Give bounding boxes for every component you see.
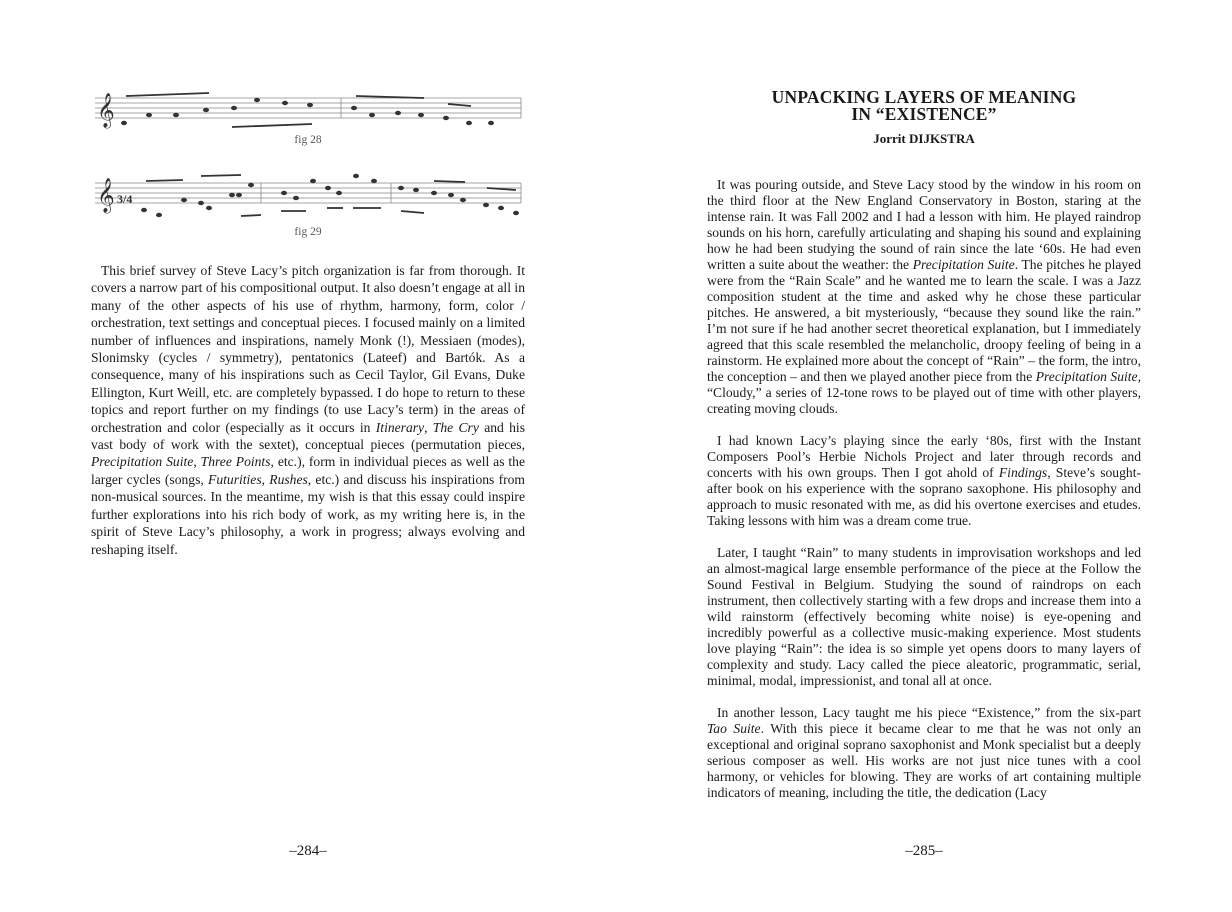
italic-title: Precipitation Suite [912, 257, 1015, 272]
chapter-title [707, 89, 1141, 123]
italic-title: Futurities [208, 471, 262, 487]
page-number: –284– [289, 843, 327, 859]
text-run: , Steve’s sought-after book on his experience with the soprano saxophone. His philosophy and approach to music resonated with me, as did his overtone exercises and etudes. Taking lessons with him was a dream come true. [707, 465, 1141, 528]
paragraph [707, 705, 1141, 801]
text-run: , [261, 471, 270, 487]
text-run: , etc.), form in individual pieces as well as the larger cycles (songs, [91, 454, 526, 487]
music-figure-29 [91, 166, 525, 226]
text-run: It was pouring outside, and Steve Lacy stood by the window in his room on the third floor at the New England Conservatory in Boston, staring at the intense rain. It was Fall 2002 and I had a lesson with him. He played raindrop sounds on his horn, carefully articulating and shaping his sound and explaining how he had been studying the sound of rain since the late ‘60s. He had even written a suite about the weather: the [707, 177, 1141, 272]
paragraph [91, 262, 525, 558]
title-line: IN “EXISTENCE” [851, 104, 997, 124]
text-run: Later, I taught “Rain” to many students in improvisation workshops and led an almost-magical large ensemble performance of the piece at the Follow the Sound Festival in Belgium. Studying the sound of raindrops on each instrument, then collectively starting with a few drops and increase them into a wild rainstorm (effectively becoming white noise) is eye-opening and incredibly powerful as a collective music-making experience. Most students love playing “Rain”: the idea is so simple yet opens doors to many layers of complexity and study. Lacy called the piece aleatoric, programmatic, serial, minimal, modal, impressionist, and tonal all at once. [707, 545, 1141, 688]
music-figure-28 [91, 88, 525, 132]
paragraph [707, 545, 1141, 689]
italic-title: The Cry [432, 419, 479, 435]
italic-title: Three Points [200, 454, 271, 470]
text-run: I had known Lacy’s playing since the early ‘80s, first with the Instant Composers Pool’s Herbie Nichols Project and later through records and concerts with his own groups. Then I got ahold of [707, 433, 1141, 480]
title-line: UNPACKING LAYERS OF MEANING [771, 87, 1077, 107]
page-number: –285– [905, 843, 943, 859]
treble-clef-icon: 𝄞 [97, 94, 115, 127]
text-run: This brief survey of Steve Lacy’s pitch organization is far from thorough. It covers a narrow part of his compositional output. It also doesn’t engage at all in many of the other aspects of his use of rhythm, harmony, form, color / orchestration, text settings and conceptual pieces. I focused mainly on a limited number of influences and inspirations, namely Monk (!), Messiaen (modes), Slonimsky (cycles / symmetry), pentatonics (Lateef) and Bartók. As a consequence, many of his inspirations such as Cecil Taylor, Gil Evans, Duke Ellington, Kurt Weill, etc. are completely bypassed. I do hope to return to these topics and report further on my findings (to use Lacy’s term) in the areas of orchestration and color (especially as it occurs in [91, 263, 525, 435]
staff-lines [95, 98, 521, 118]
notes [121, 98, 494, 125]
figure-caption: fig 29 [294, 226, 322, 238]
paragraph [707, 177, 1141, 417]
body-text [91, 262, 525, 574]
paragraph [707, 433, 1141, 529]
text-run: In another lesson, Lacy taught me his piece “Existence,” from the six-part [717, 705, 1141, 720]
italic-title: Findings [998, 465, 1048, 480]
text-run: and his vast body of work with the sextet), conceptual pieces (permutation pieces, [91, 419, 525, 453]
italic-title: Rushes [269, 471, 308, 487]
treble-clef-icon: 𝄞 [97, 179, 115, 212]
body-text [707, 177, 1141, 817]
italic-title: Tao Suite [707, 721, 761, 736]
text-run: “Cloudy,” a series of 12-tone rows to be played out of time with other players, creating moving clouds. [707, 385, 1141, 416]
right-page [616, 0, 1232, 912]
italic-title: Precipitation Suite, [1035, 369, 1141, 384]
figure-caption: fig 28 [294, 134, 322, 146]
text-run: , [424, 419, 433, 435]
italic-title: Itinerary [375, 419, 425, 435]
text-run: . With this piece it became clear to me that he was not only an exceptional and original soprano saxophonist and Monk specialist but a deeply serious composer as well. His works are not just nice tunes with a cool harmony, or vehicles for blowing. They are works of art containing multiple indicators of meaning, including the title, the dedication (Lacy [707, 721, 1141, 800]
text-run: . The pitches he played were from the “Rain Scale” and he wanted me to learn the scale. I was a Jazz composition student at the time and asked why he chose these particular pitches. He answered, a bit mysteriously, “because they sound like the rain.” I’m not sure if he had another secret theoretical explanation, but I immediately agreed that this scale resembled the melancholic, droopy feeling of being in a rainstorm. He explained more about the concept of “Rain” – the form, the intro, the conception – and then we played another piece from the [707, 257, 1142, 384]
author-name: Jorrit DIJKSTRA [873, 131, 975, 146]
text-run: , etc.) and discuss his inspirations from non-musical sources. In the meantime, my wish is that this essay could inspire further explorations into his rich body of work, as my writing here is, in the spirit of Steve Lacy’s philosophy, a work in progress; always evolving and reshaping itself. [91, 471, 525, 557]
text-run: , [193, 454, 201, 470]
italic-title: Precipitation Suite [91, 454, 194, 470]
time-signature: 3/4 [117, 192, 133, 206]
